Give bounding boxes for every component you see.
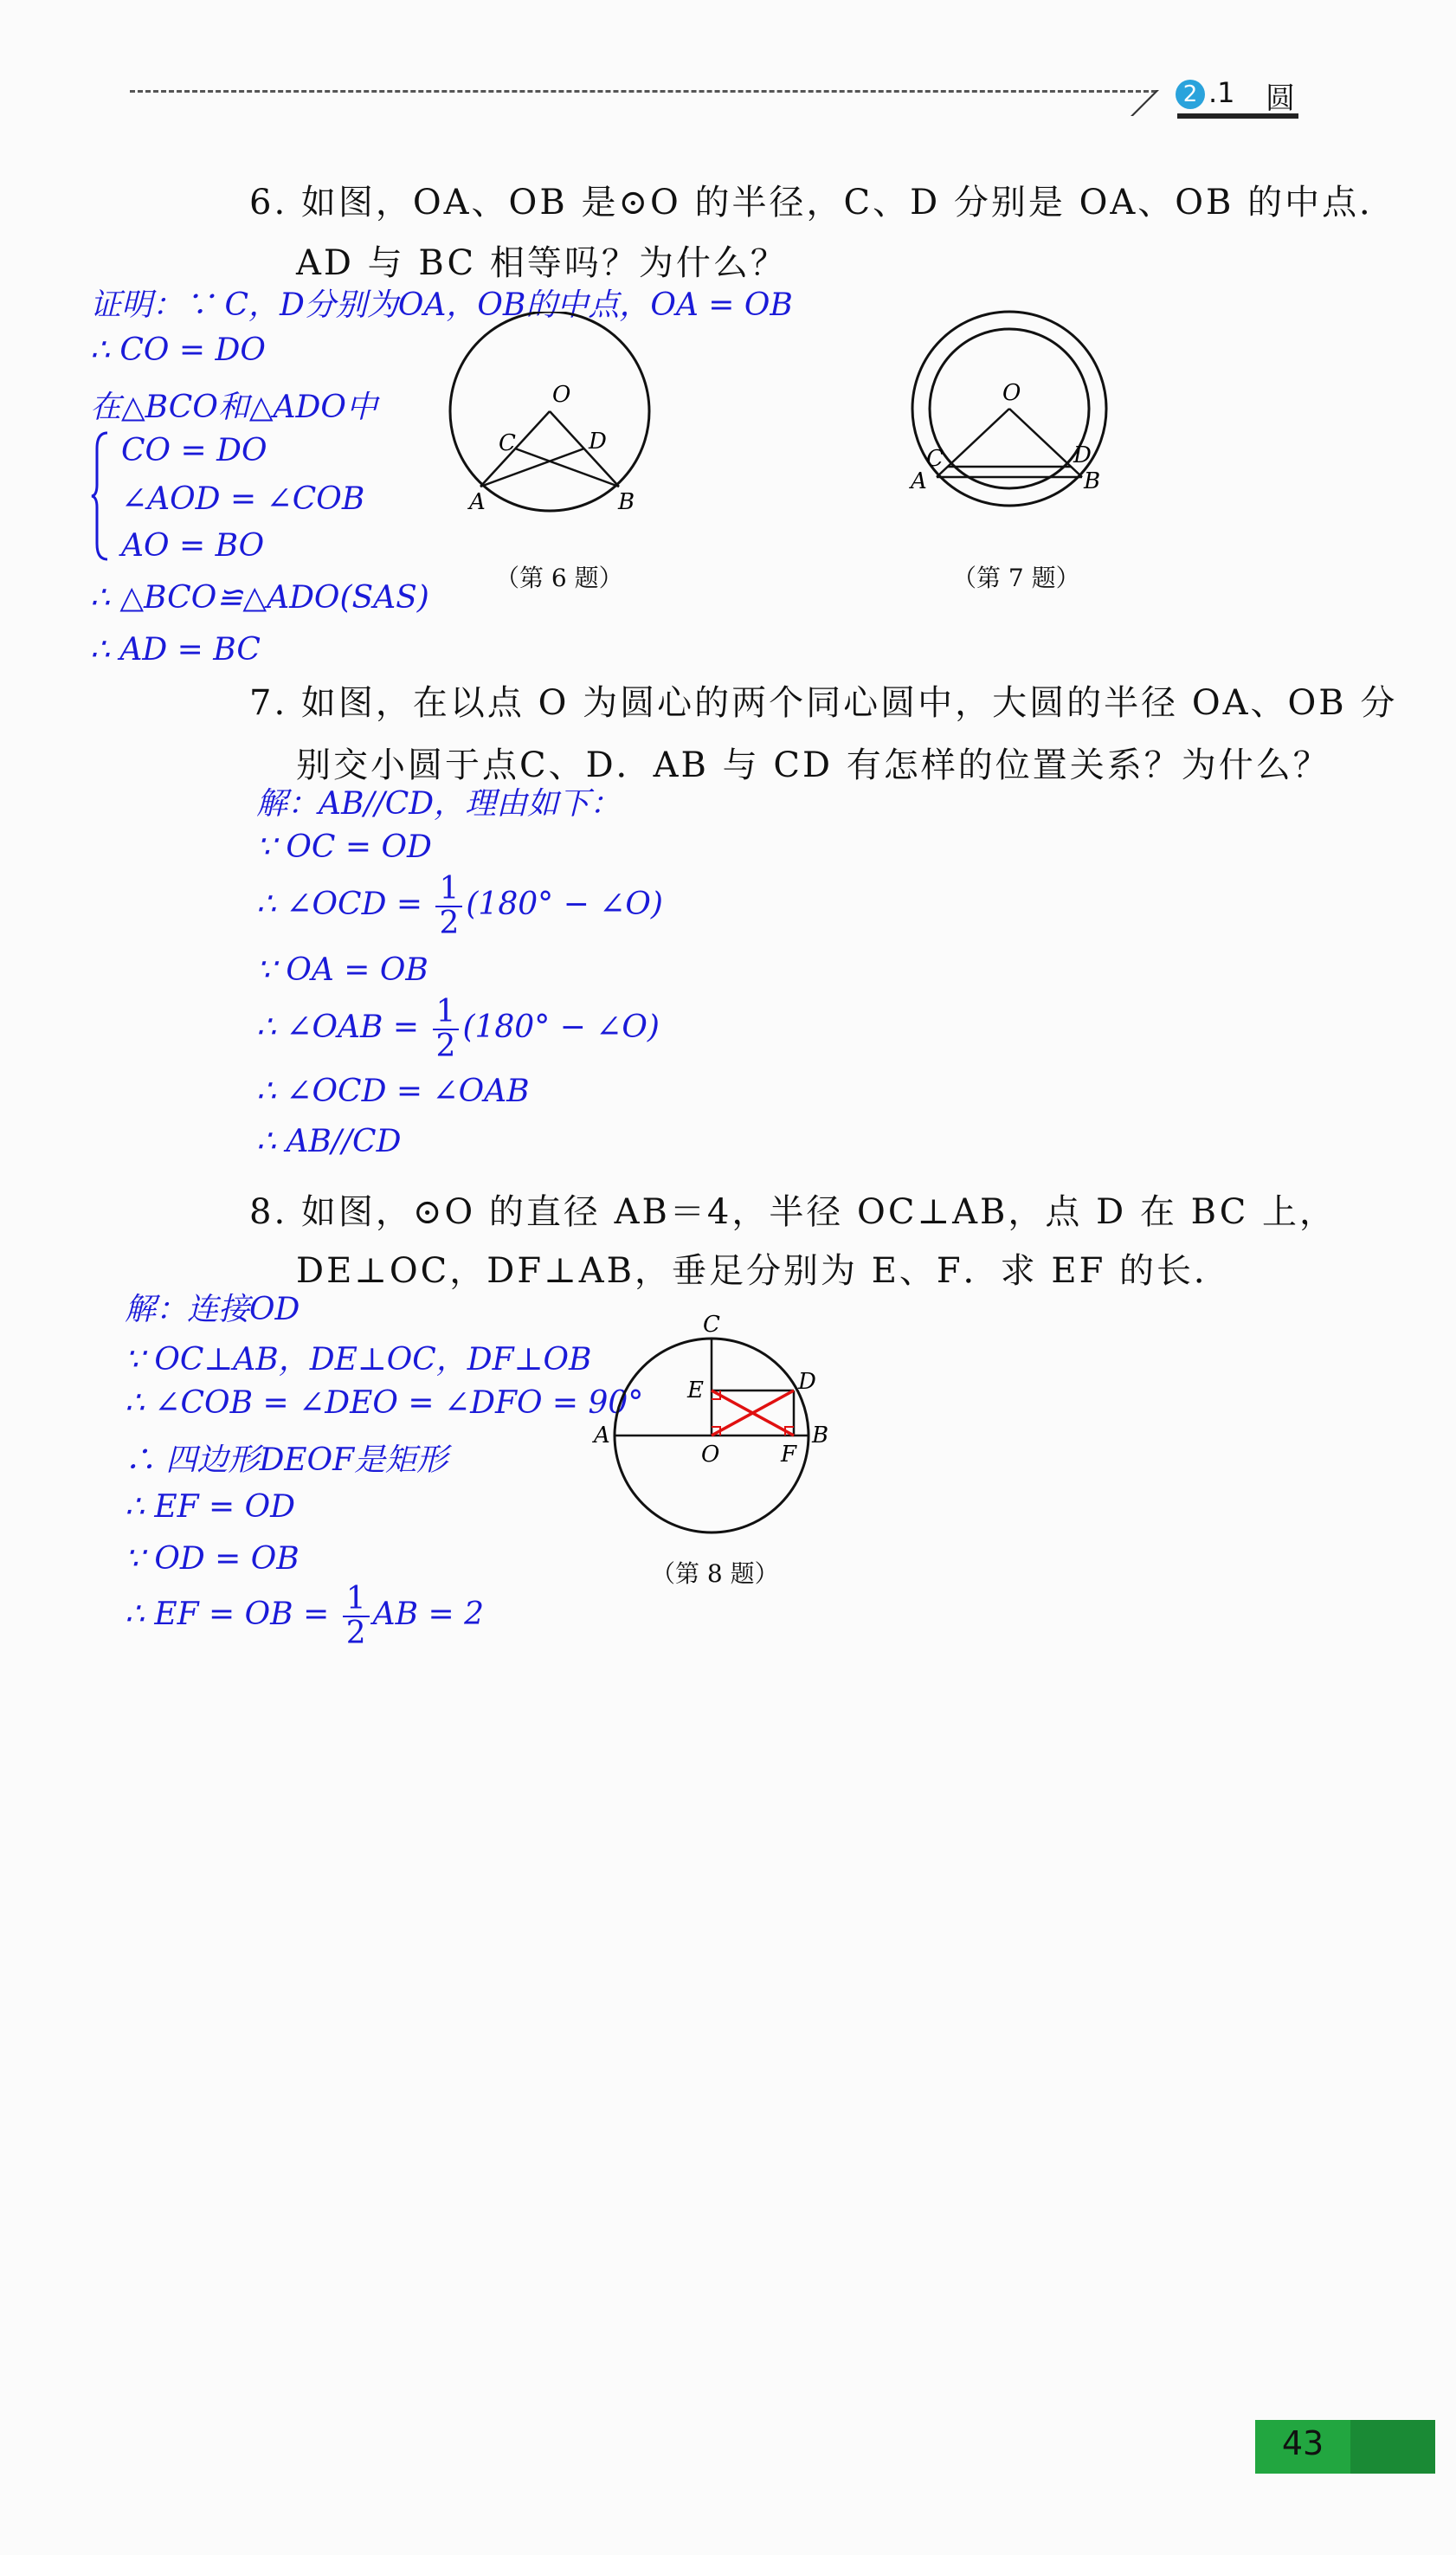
q6-label-d: D [589, 429, 607, 455]
q6-answer-line5: ∴ AD = BC [90, 632, 261, 668]
q8-label-c: C [703, 1312, 720, 1338]
q8-label-o: O [701, 1442, 720, 1468]
section-number-badge: 2 [1176, 80, 1205, 109]
q7-answer-line3: ∴ ∠OCD = $\frac{1}{2}$ (180° − ∠O) [256, 871, 663, 941]
q6-answer-line4: ∴ △BCO≌△ADO(SAS) [90, 580, 429, 616]
q8-label-f: F [781, 1442, 797, 1468]
q6-figure [441, 312, 658, 528]
q7-fraction-half-2: $\frac{1}{2}$ [433, 996, 460, 1063]
page-number: 43 [1281, 2424, 1324, 2462]
q7-text-line2: 别交小圆于点C、D．AB 与 CD 有怎样的位置关系？为什么？ [296, 745, 1330, 785]
q8-answer-line3: ∴ ∠COB = ∠DEO = ∠DFO = 90° [125, 1385, 644, 1421]
q6-label-a: A [469, 489, 486, 515]
q6-text-line1: 6. 如图，OA、OB 是⊙O 的半径，C、D 分别是 OA、OB 的中点． [249, 183, 1397, 223]
q7-caption: （第 7 题） [952, 564, 1080, 592]
q6-system-brace [90, 431, 109, 561]
q8-text-line2: DE⊥OC，DF⊥AB，垂足分别为 E、F．求 EF 的长． [296, 1251, 1232, 1291]
q6-label-b: B [618, 489, 635, 515]
q8-answer-line4: ∴ 四边形DEOF是矩形 [125, 1442, 448, 1478]
q8-text-line1: 8. 如图，⊙O 的直径 AB＝4，半径 OC⊥AB，点 D 在 BC 上， [249, 1192, 1337, 1232]
q7-answer-line5: ∴ ∠OAB = $\frac{1}{2}$ (180° − ∠O) [256, 994, 660, 1064]
section-subnumber: .1 [1208, 76, 1235, 109]
q6-answer-line1: 证明：∵ C，D分别为OA，OB的中点，OA = OB [90, 287, 793, 323]
q6-system-eq1: CO = DO [121, 433, 267, 468]
q6-label-o: O [552, 382, 571, 408]
q6-caption: （第 6 题） [495, 564, 623, 592]
q7-figure [900, 308, 1134, 525]
q8-figure [589, 1302, 848, 1553]
q6-label-c: C [499, 430, 516, 456]
header-dashed-rule [130, 90, 1156, 93]
q7-answer-line1: 解：AB//CD，理由如下： [256, 786, 622, 822]
q8-fraction-half: $\frac{1}{2}$ [343, 1583, 370, 1650]
q6-answer-line3: 在△BCO和△ADO中 [90, 390, 377, 425]
q7-answer-line2: ∵ OC = OD [256, 829, 432, 865]
q8-answer-line7: ∴ EF = OB = $\frac{1}{2}$ AB = 2 [125, 1581, 485, 1651]
q7-fraction-half-1: $\frac{1}{2}$ [435, 873, 462, 940]
page-number-tab-shade [1350, 2420, 1435, 2474]
q7-answer-line6: ∴ ∠OCD = ∠OAB [256, 1074, 530, 1109]
q7-label-d: D [1073, 442, 1092, 468]
q7-text-line1: 7. 如图，在以点 O 为圆心的两个同心圆中，大圆的半径 OA、OB 分 [249, 683, 1398, 723]
q7-label-a: A [911, 468, 927, 494]
q8-label-a: A [594, 1423, 610, 1448]
q8-answer-line6: ∵ OD = OB [125, 1541, 300, 1577]
section-title: 圆 [1266, 81, 1295, 116]
q7-label-o: O [1002, 380, 1021, 406]
q7-label-b: B [1084, 468, 1101, 494]
q8-answer-line2: ∵ OC⊥AB，DE⊥OC，DF⊥OB [125, 1342, 592, 1378]
q8-label-d: D [798, 1369, 816, 1395]
q8-answer-line5: ∴ EF = OD [125, 1489, 296, 1525]
q6-system-eq3: AO = BO [121, 528, 265, 564]
q8-label-b: B [812, 1423, 829, 1448]
q8-caption: （第 8 题） [651, 1559, 779, 1588]
q8-answer-line1: 解：连接OD [125, 1292, 300, 1327]
q7-label-c: C [926, 446, 944, 472]
q7-answer-line4: ∵ OA = OB [256, 952, 428, 988]
q6-system-eq2: ∠AOD = ∠COB [121, 481, 365, 517]
q7-answer-line7: ∴ AB//CD [256, 1124, 402, 1159]
q6-answer-line2: ∴ CO = DO [90, 332, 266, 368]
q6-text-line2: AD 与 BC 相等吗？为什么？ [296, 243, 788, 283]
q8-label-e: E [687, 1378, 704, 1403]
